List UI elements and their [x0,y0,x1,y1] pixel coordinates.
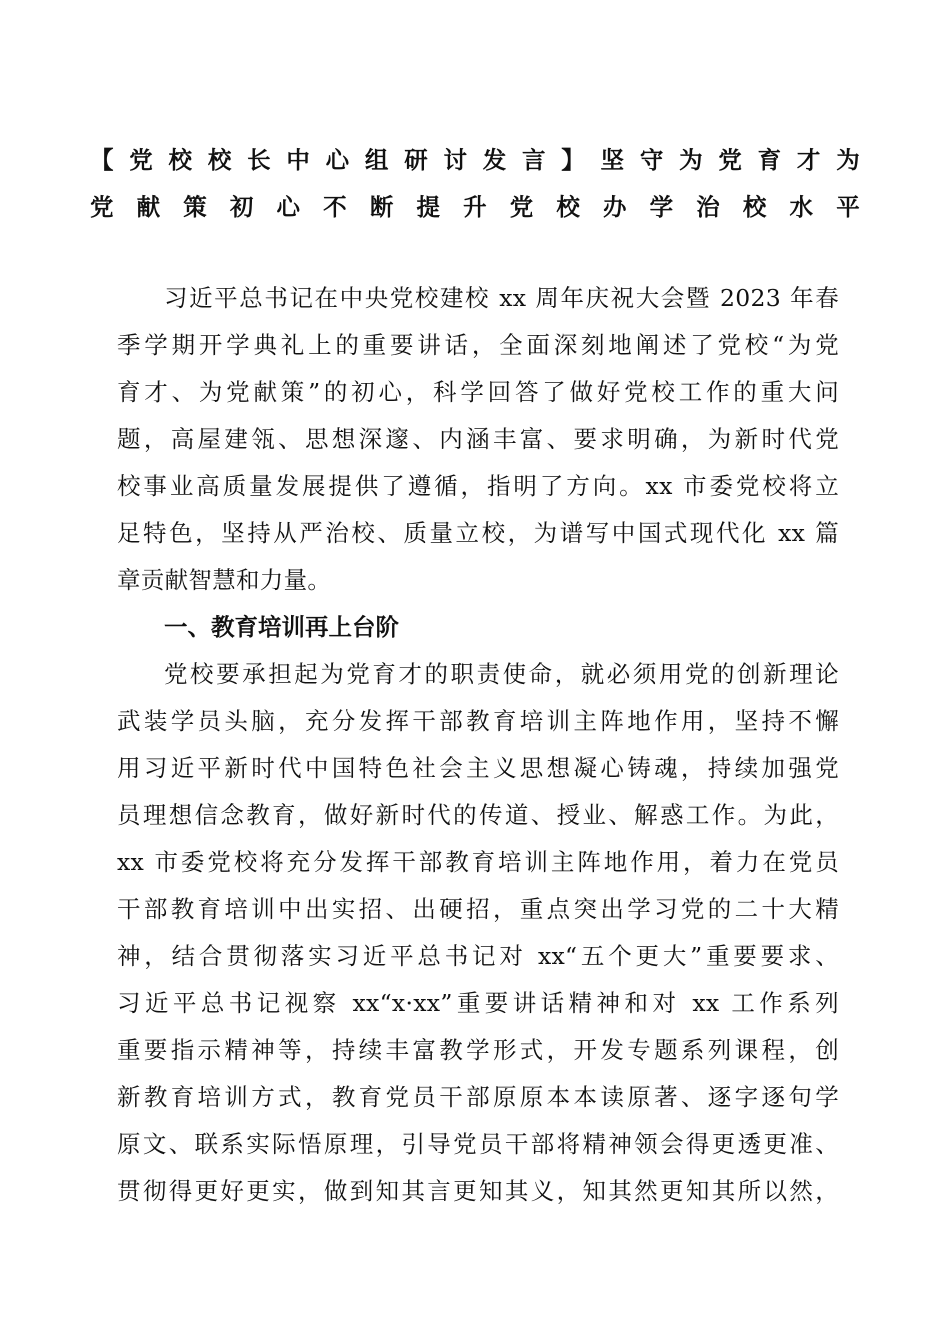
paragraph-line: 武装学员头脑，充分发挥干部教育培训主阵地作用，坚持不懈 [117,707,839,735]
paragraph-line: 校事业高质量发展提供了遵循，指明了方向。xx 市委党校将立 [117,472,839,500]
paragraph-line: 神，结合贯彻落实习近平总书记对 xx“五个更大”重要要求、 [117,942,839,970]
paragraph-line: 习近平总书记在中央党校建校 xx 周年庆祝大会暨 2023 年春 [164,284,839,312]
paragraph-line: 员理想信念教育，做好新时代的传道、授业、解惑工作。为此， [117,801,839,829]
paragraph-line: 重要指示精神等，持续丰富教学形式，开发专题系列课程，创 [117,1036,839,1064]
title-line: 党献策初心不断提升党校办学治校水平 [90,193,860,221]
title-line: 【党校校长中心组研讨发言】坚守为党育才为 [90,146,860,174]
section-heading: 一、教育培训再上台阶 [164,613,399,641]
paragraph-line: 季学期开学典礼上的重要讲话，全面深刻地阐述了党校“为党 [117,331,839,359]
paragraph-line: 章贡献智慧和力量。 [117,566,332,594]
paragraph-intro [117,275,839,604]
paragraph-line: 党校要承担起为党育才的职责使命，就必须用党的创新理论 [164,660,839,688]
paragraph-line: 新教育培训方式，教育党员干部原原本本读原著、逐字逐句学 [117,1083,839,1111]
paragraph-line: 习近平总书记视察 xx“x·xx”重要讲话精神和对 xx 工作系列 [117,989,839,1017]
paragraph-line: 贯彻得更好更实，做到知其言更知其义，知其然更知其所以然， [117,1177,839,1205]
paragraph-line: 足特色，坚持从严治校、质量立校，为谱写中国式现代化 xx 篇 [117,519,839,547]
paragraph-line: 用习近平新时代中国特色社会主义思想凝心铸魂，持续加强党 [117,754,839,782]
paragraph-line: 育才、为党献策”的初心，科学回答了做好党校工作的重大问 [117,378,839,406]
document-title [90,137,860,231]
paragraph-line: 题，高屋建瓴、思想深邃、内涵丰富、要求明确，为新时代党 [117,425,839,453]
paragraph-line: 原文、联系实际悟原理，引导党员干部将精神领会得更透更准、 [117,1130,839,1158]
paragraph-line: 干部教育培训中出实招、出硬招，重点突出学习党的二十大精 [117,895,839,923]
document-body [117,275,839,1215]
paragraph-section1 [117,651,839,1215]
paragraph-line: xx 市委党校将充分发挥干部教育培训主阵地作用，着力在党员 [117,848,839,876]
